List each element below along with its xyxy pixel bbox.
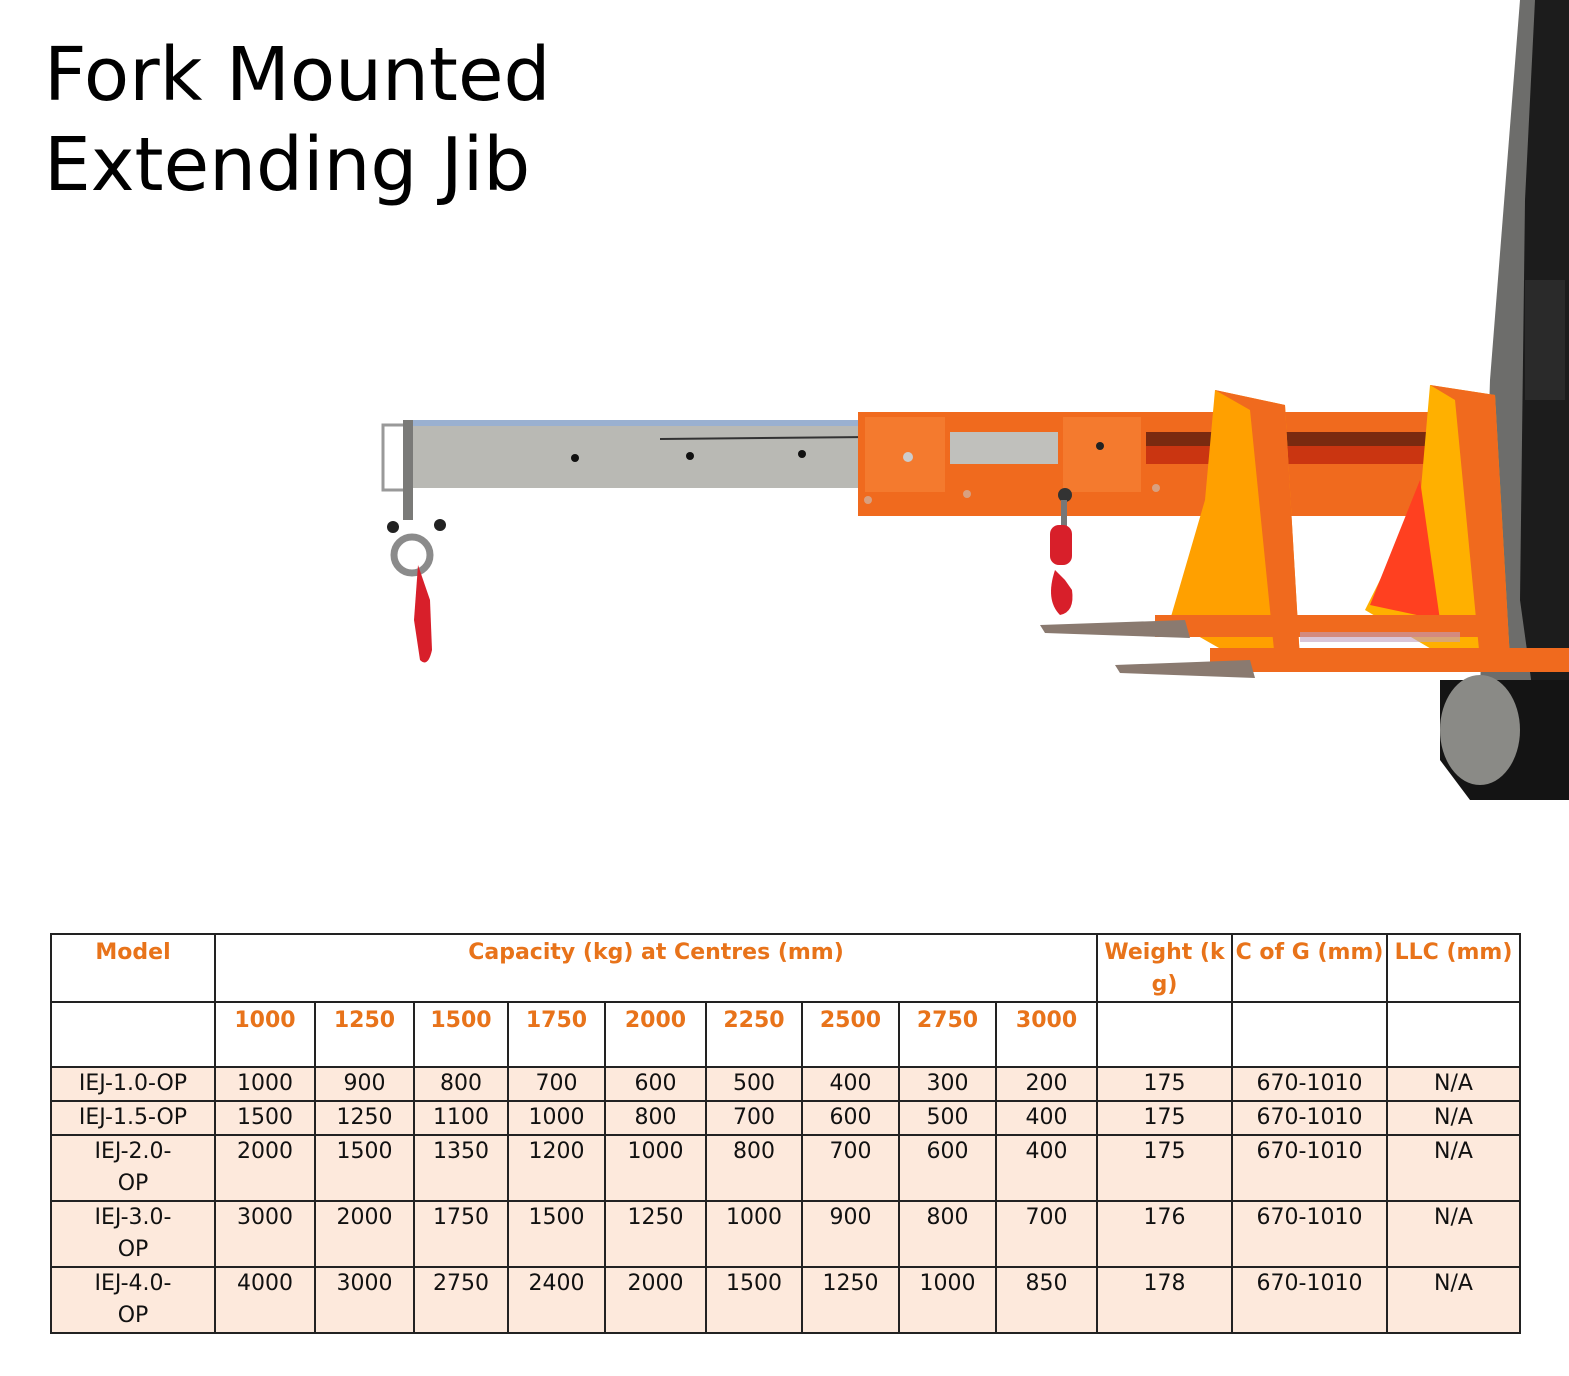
- capacity-cell: 1500: [215, 1101, 315, 1135]
- capacity-cell: 1500: [706, 1267, 802, 1333]
- capacity-cell: 1000: [605, 1135, 706, 1201]
- capacity-cell: 400: [996, 1135, 1097, 1201]
- cog-cell: 670-1010: [1232, 1201, 1387, 1267]
- capacity-cell: 700: [706, 1101, 802, 1135]
- capacity-cell: 500: [899, 1101, 996, 1135]
- model-cell: IEJ-4.0-OP: [51, 1267, 215, 1333]
- capacity-cell: 300: [899, 1067, 996, 1101]
- centre-header: 1500: [414, 1002, 508, 1067]
- model-cell: IEJ-1.5-OP: [51, 1101, 215, 1135]
- capacity-cell: 200: [996, 1067, 1097, 1101]
- capacity-cell: 900: [802, 1201, 899, 1267]
- capacity-cell: 2000: [215, 1135, 315, 1201]
- header-row-2: [51, 1002, 1520, 1067]
- centre-header: 2250: [706, 1002, 802, 1067]
- capacity-cell: 1200: [508, 1135, 605, 1201]
- table-row: [51, 1067, 1520, 1101]
- capacity-cell: 1500: [508, 1201, 605, 1267]
- cog-cell: 670-1010: [1232, 1101, 1387, 1135]
- capacity-cell: 3000: [315, 1267, 414, 1333]
- capacity-cell: 1000: [706, 1201, 802, 1267]
- capacity-cell: 1100: [414, 1101, 508, 1135]
- capacity-cell: 4000: [215, 1267, 315, 1333]
- centre-header: 1250: [315, 1002, 414, 1067]
- capacity-cell: 600: [899, 1135, 996, 1201]
- weight-cell: 175: [1097, 1067, 1232, 1101]
- capacity-cell: 850: [996, 1267, 1097, 1333]
- weight-cell: 176: [1097, 1201, 1232, 1267]
- title-line-2: Extending Jib: [44, 122, 531, 208]
- header-llc: LLC (mm): [1387, 934, 1520, 1002]
- llc-cell: N/A: [1387, 1267, 1520, 1333]
- header-row-1: [51, 934, 1520, 1002]
- capacity-cell: 2750: [414, 1267, 508, 1333]
- capacity-cell: 1250: [315, 1101, 414, 1135]
- weight-cell: 178: [1097, 1267, 1232, 1333]
- header-weight: Weight (kg): [1097, 934, 1232, 1002]
- llc-cell: N/A: [1387, 1135, 1520, 1201]
- orange-frame: [858, 385, 1569, 672]
- header-model: Model: [51, 934, 215, 1002]
- header-blank: [1387, 1002, 1520, 1067]
- capacity-cell: 1500: [315, 1135, 414, 1201]
- capacity-cell: 400: [802, 1067, 899, 1101]
- boom-grey: [383, 420, 873, 520]
- table-row: [51, 1101, 1520, 1135]
- capacity-cell: 3000: [215, 1201, 315, 1267]
- centre-header: 2000: [605, 1002, 706, 1067]
- capacity-cell: 800: [605, 1101, 706, 1135]
- table-row: [51, 1201, 1520, 1267]
- capacity-cell: 2400: [508, 1267, 605, 1333]
- cog-cell: 670-1010: [1232, 1267, 1387, 1333]
- weight-cell: 175: [1097, 1135, 1232, 1201]
- capacity-cell: 1000: [899, 1267, 996, 1333]
- table-row: [51, 1135, 1520, 1201]
- llc-cell: N/A: [1387, 1101, 1520, 1135]
- capacity-cell: 800: [706, 1135, 802, 1201]
- cog-cell: 670-1010: [1232, 1067, 1387, 1101]
- centre-header: 2500: [802, 1002, 899, 1067]
- capacity-cell: 900: [315, 1067, 414, 1101]
- llc-cell: N/A: [1387, 1201, 1520, 1267]
- capacity-cell: 1250: [605, 1201, 706, 1267]
- table-row: [51, 1267, 1520, 1333]
- centre-header: 3000: [996, 1002, 1097, 1067]
- title-line-1: Fork Mounted: [44, 32, 551, 118]
- capacity-cell: 600: [802, 1101, 899, 1135]
- model-cell: IEJ-1.0-OP: [51, 1067, 215, 1101]
- header-blank: [1097, 1002, 1232, 1067]
- capacity-cell: 1000: [508, 1101, 605, 1135]
- weight-cell: 175: [1097, 1101, 1232, 1135]
- capacity-cell: 2000: [315, 1201, 414, 1267]
- capacity-cell: 700: [802, 1135, 899, 1201]
- capacity-cell: 600: [605, 1067, 706, 1101]
- capacity-cell: 1350: [414, 1135, 508, 1201]
- model-cell: IEJ-2.0-OP: [51, 1135, 215, 1201]
- capacity-cell: 700: [996, 1201, 1097, 1267]
- header-cog: C of G (mm): [1232, 934, 1387, 1002]
- capacity-cell: 800: [414, 1067, 508, 1101]
- capacity-cell: 1250: [802, 1267, 899, 1333]
- cog-cell: 670-1010: [1232, 1135, 1387, 1201]
- llc-cell: N/A: [1387, 1067, 1520, 1101]
- centre-header: 1000: [215, 1002, 315, 1067]
- header-blank: [1232, 1002, 1387, 1067]
- centre-header: 1750: [508, 1002, 605, 1067]
- centre-header: 2750: [899, 1002, 996, 1067]
- capacity-cell: 2000: [605, 1267, 706, 1333]
- capacity-cell: 500: [706, 1067, 802, 1101]
- front-hook: [387, 519, 446, 662]
- header-capacity: Capacity (kg) at Centres (mm): [215, 934, 1097, 1002]
- capacity-cell: 1750: [414, 1201, 508, 1267]
- model-cell: IEJ-3.0-OP: [51, 1201, 215, 1267]
- spec-table: [50, 933, 1521, 1334]
- capacity-cell: 1000: [215, 1067, 315, 1101]
- product-photo: [370, 0, 1569, 820]
- capacity-cell: 400: [996, 1101, 1097, 1135]
- capacity-cell: 800: [899, 1201, 996, 1267]
- capacity-cell: 700: [508, 1067, 605, 1101]
- header-blank: [51, 1002, 215, 1067]
